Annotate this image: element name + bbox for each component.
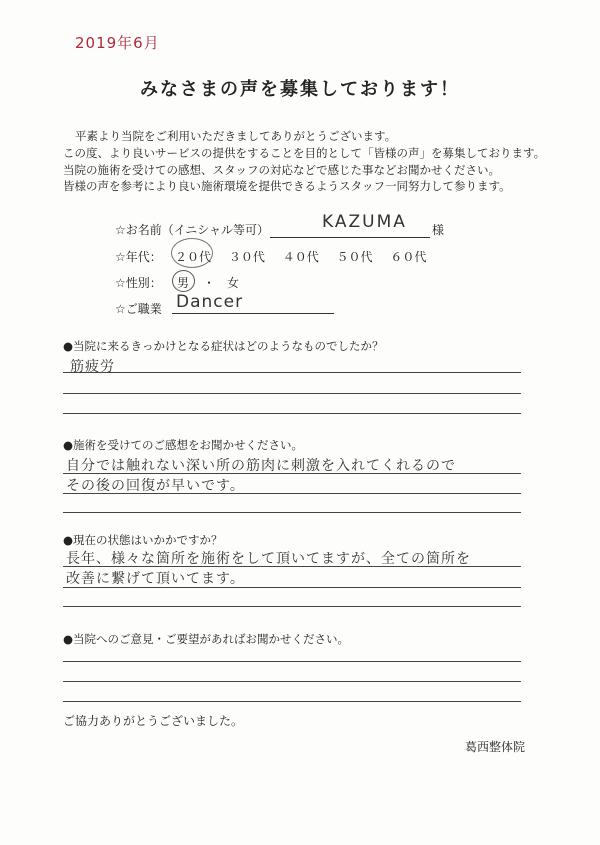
gender-selection-circle (172, 270, 195, 292)
clinic-name: 葛西整体院 (465, 740, 526, 754)
name-value: KAZUMA (322, 212, 407, 232)
job-value: Dancer (176, 292, 244, 312)
page-title: みなさまの声を募集しております！ (140, 79, 460, 100)
age-label: ☆年代： (115, 250, 162, 264)
age-option: ４０代 (282, 250, 319, 264)
answer-line (63, 512, 521, 513)
answer-line (63, 587, 521, 588)
intro-text (63, 128, 545, 195)
answer-line (63, 681, 521, 682)
answer-line (63, 413, 521, 414)
age-option: ５０代 (336, 250, 373, 264)
answer-line (63, 372, 521, 373)
age-option: ３０代 (228, 250, 265, 264)
thanks-message: ご協力ありがとうございました。 (63, 714, 244, 728)
answer-line (63, 473, 521, 474)
age-option: ２０代 (175, 250, 212, 264)
question-3: ●現在の状態はいかかですか？ (63, 533, 223, 547)
answer-line (63, 701, 521, 702)
intro-line: 平素より当院をご利用いただきましてありがとうございます。 (75, 129, 397, 143)
name-suffix: 様 (432, 223, 445, 237)
answer-1-line-1: 筋疲労 (70, 359, 115, 375)
intro-line: 皆様の声を参考により良い施術環境を提供できるようスタッフ一同努力して参ります。 (63, 179, 511, 194)
question-4: ●当院へのご意見・ご要望があればお聞かせください。 (63, 632, 350, 646)
answer-2-line-1: 自分では触れない深い所の筋肉に刺激を入れてくれるので (66, 458, 456, 474)
answer-line (63, 606, 521, 607)
answer-2-line-2: その後の回復が早いです。 (66, 478, 245, 494)
gender-separator: ・ (203, 276, 216, 290)
question-2: ●施術を受けてのご感想をお聞かせください。 (63, 438, 304, 452)
gender-female: 女 (227, 276, 240, 290)
job-label: ☆ご職業 (115, 302, 162, 316)
answer-line (63, 393, 521, 394)
intro-line: この度、より良いサービスの提供をすることを目的として「皆様の声」を募集しております。 (63, 145, 546, 160)
name-underline (270, 237, 430, 238)
question-1: ●当院に来るきっかけとなる症状はどのようなものでしたか？ (63, 339, 384, 353)
answer-3-line-1: 長年、様々な箇所を施術をして頂いてますが、全ての箇所を (66, 551, 471, 567)
answer-line (63, 661, 521, 662)
intro-line: 当院の施術を受けての感想、スタッフの対応などで感じた事などお聞かせください。 (63, 162, 500, 177)
job-underline (172, 313, 334, 314)
gender-label: ☆性別： (115, 276, 162, 290)
answer-line (63, 493, 521, 494)
age-options (175, 248, 440, 265)
age-selection-circle (171, 238, 213, 268)
age-option: ６０代 (390, 250, 427, 264)
name-label: ☆お名前（イニシャル等可） (115, 223, 270, 237)
gender-male: 男 (177, 276, 190, 290)
answer-3-line-2: 改善に繋げて頂いてます。 (66, 571, 245, 587)
answer-line (63, 566, 521, 567)
handwritten-date: 2019年6月 (75, 34, 160, 52)
